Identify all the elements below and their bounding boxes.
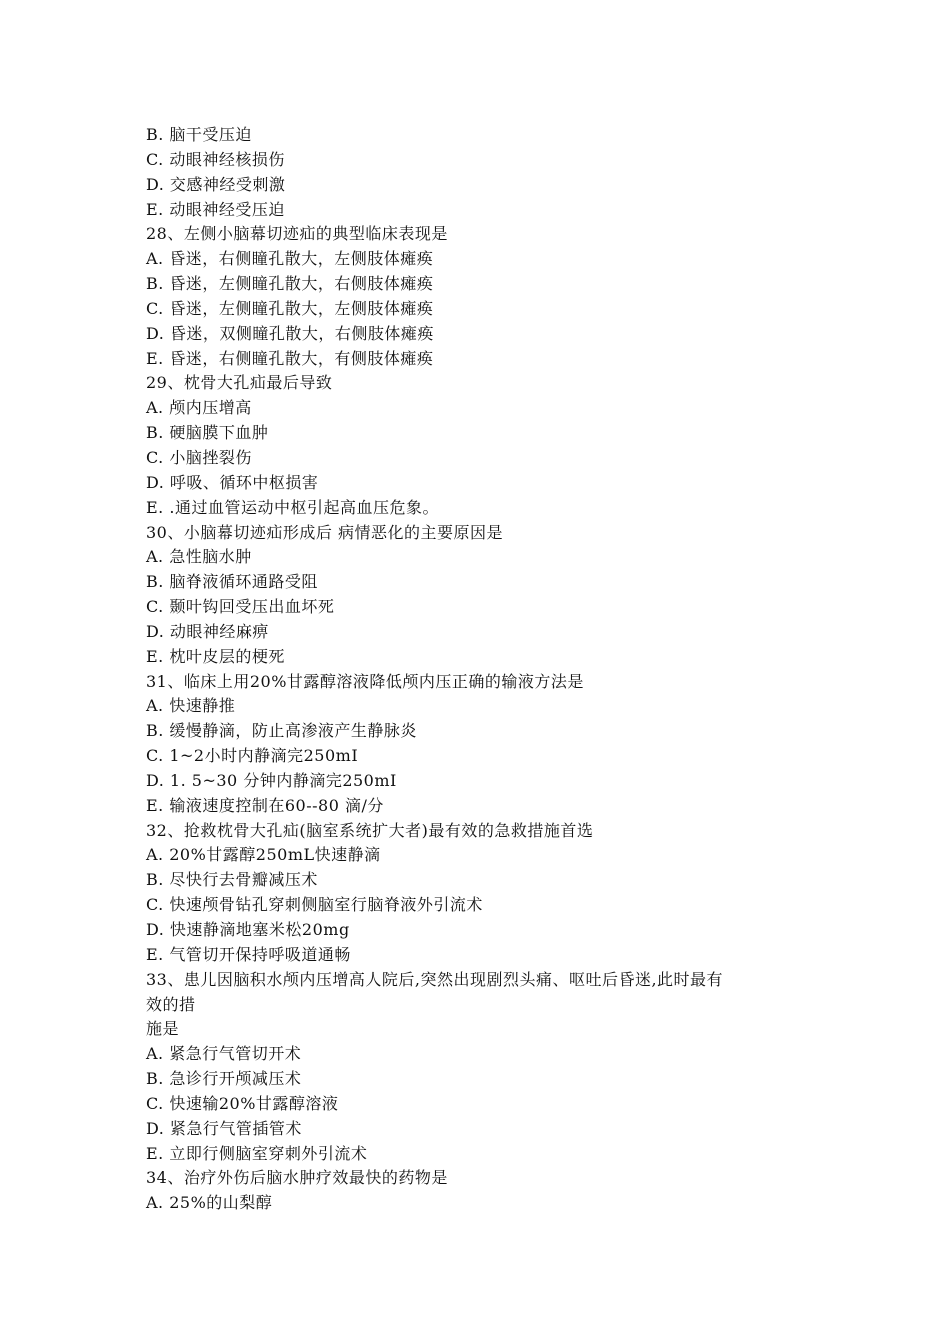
text-line: E. .通过血管运动中枢引起高血压危象。 [146, 497, 439, 517]
text-line: D. 紧急行气管插管术 [146, 1118, 302, 1138]
text-line: E. 动眼神经受压迫 [146, 199, 285, 219]
text-line: D. 1. 5~30 分钟内静滴完250mI [146, 770, 397, 790]
text-line: A. 25%的山梨醇 [146, 1193, 273, 1213]
text-line: 33、患儿因脑积水颅内压增高人院后,突然出现剧烈头痛、呕吐后昏迷,此时最有 [146, 969, 724, 989]
text-line: 28、左侧小脑幕切迹疝的典型临床表现是 [146, 224, 448, 244]
text-line: D. 快速静滴地塞米松20mg [146, 920, 350, 939]
text-line: C. 动眼神经核损伤 [146, 149, 285, 169]
text-line: E. 气管切开保持呼吸道通畅 [146, 944, 351, 964]
text-line: A. 20%甘露醇250mL快速静滴 [146, 845, 381, 865]
text-line: A. 紧急行气管切开术 [146, 1044, 302, 1064]
text-line: D. 呼吸、循环中枢损害 [146, 472, 319, 492]
text-line: C. 快速输20%甘露醇溶液 [146, 1093, 339, 1113]
text-line: D. 动眼神经麻痹 [146, 621, 269, 641]
text-line: 效的措 [146, 994, 196, 1014]
text-line: C. 颞叶钩回受压出血坏死 [146, 597, 335, 617]
text-line: C. 昏迷，左侧瞳孔散大，左侧肢体瘫痪 [146, 298, 434, 318]
text-line: C. 小脑挫裂伤 [146, 447, 252, 467]
text-line: B. 硬脑膜下血肿 [146, 423, 269, 443]
text-line: 施是 [146, 1019, 180, 1039]
text-line: B. 脑干受压迫 [146, 125, 252, 144]
text-line: 34、治疗外伤后脑水肿疗效最快的药物是 [146, 1168, 448, 1188]
document-body [146, 123, 826, 1216]
text-line: E. 输液速度控制在60--80 滴/分 [146, 795, 384, 815]
text-line: 32、抢救枕骨大孔疝(脑室系统扩大者)最有效的急救措施首选 [146, 820, 594, 840]
text-line: 30、小脑幕切迹疝形成后 病情恶化的主要原因是 [146, 522, 503, 542]
text-line: 29、枕骨大孔疝最后导致 [146, 373, 333, 393]
text-line: E. 枕叶皮层的梗死 [146, 646, 285, 666]
text-line: 31、临床上用20%甘露醇溶液降低颅内压正确的输液方法是 [146, 671, 584, 691]
text-line: B. 昏迷，左侧瞳孔散大，右侧肢体瘫痪 [146, 274, 434, 294]
text-line: D. 交感神经受刺激 [146, 174, 286, 194]
text-line: D. 昏迷，双侧瞳孔散大，右侧肢体瘫痪 [146, 323, 434, 343]
text-line: B. 急诊行开颅减压术 [146, 1069, 302, 1089]
text-line: A. 颅内压增高 [146, 398, 252, 418]
text-line: C. 1~2小时内静滴完250mI [146, 746, 359, 766]
text-line: C. 快速颅骨钻孔穿刺侧脑室行脑脊液外引流术 [146, 895, 483, 915]
text-line: B. 脑脊液循环通路受阻 [146, 572, 318, 592]
text-line: A. 快速静推 [146, 696, 236, 716]
text-line: A. 急性脑水肿 [146, 547, 252, 567]
text-line: E. 立即行侧脑室穿刺外引流术 [146, 1143, 368, 1163]
text-line: B. 缓慢静滴，防止高渗液产生静脉炎 [146, 721, 417, 741]
text-line: E. 昏迷，右侧瞳孔散大，有侧肢体瘫痪 [146, 348, 434, 368]
text-line: B. 尽快行去骨瓣减压术 [146, 870, 318, 890]
text-line: A. 昏迷，右侧瞳孔散大，左侧肢体瘫痪 [146, 249, 434, 269]
